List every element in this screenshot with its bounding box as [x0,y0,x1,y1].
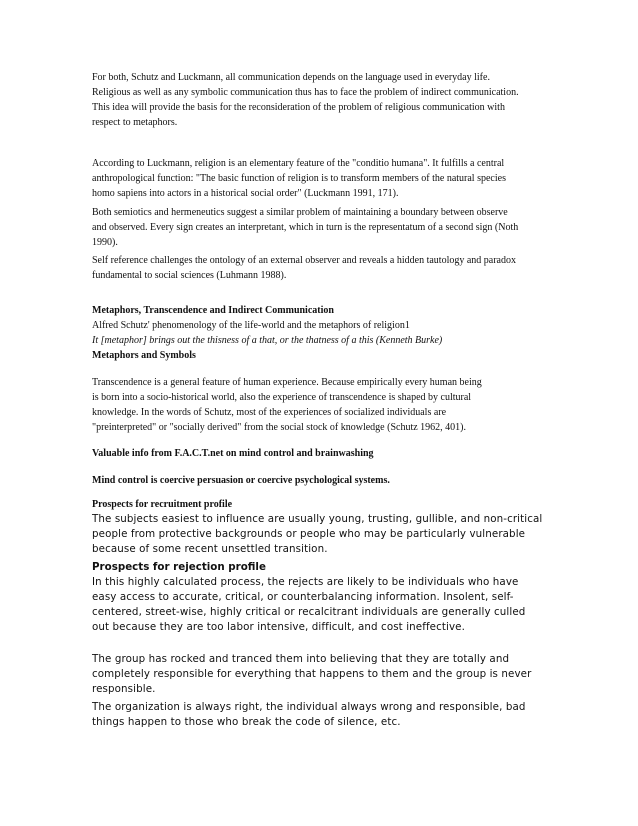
text-line: is born into a socio-historical world, also the experience of transcendence is shaped by cultural [92,392,472,403]
heading-text: Mind control is coercive persuasion or coercive psychological systems. [92,475,390,486]
subsection-heading: Metaphors and Symbols [92,350,196,361]
text-line: In this highly calculated process, the rejects are likely to be individuals who have [92,576,519,588]
text-line: According to Luckmann, religion is an elementary feature of the "conditio humana". It fulfills a central [92,158,505,169]
text-line: Both semiotics and hermeneutics suggest a similar problem of maintaining a boundary between observe [92,207,508,218]
paragraph-organization [92,700,562,730]
fact-heading [92,446,562,461]
text-line: and observed. Every sign creates an interpretant, which in turn is the representatum of a second sign (Noth [92,222,519,233]
text-line: The group has rocked and tranced them into believing that they are totally and [92,653,510,665]
section-quote: It [metaphor] brings out the thisness of a that, or the thatness of a this (Kenneth Burke) [92,335,443,346]
text-line: fundamental to social sciences (Luhmann 1988). [92,270,287,281]
paragraph-semiotics [92,205,562,250]
text-line: Self reference challenges the ontology of an external observer and reveals a hidden tautology and paradox [92,255,516,266]
heading-text: Prospects for recruitment profile [92,499,233,510]
rejection-heading [92,560,562,575]
section-subtitle: Alfred Schutz' phenomenology of the life-world and the metaphors of religion1 [92,320,410,331]
text-line: responsible. [92,683,156,695]
paragraph-group [92,652,562,697]
section-heading: Metaphors, Transcendence and Indirect Communication [92,305,334,316]
paragraph-rejection [92,575,562,635]
heading-text: Valuable info from F.A.C.T.net on mind control and brainwashing [92,448,374,459]
text-line: The organization is always right, the individual always wrong and responsible, bad [92,701,526,713]
text-line: respect to metaphors. [92,117,178,128]
section-metaphors [92,303,562,363]
text-line: things happen to those who break the code of silence, etc. [92,716,401,728]
text-line: completely responsible for everything that happens to them and the group is never [92,668,532,680]
text-line: "preinterpreted" or "socially derived" from the social stock of knowledge (Schutz 1962, 401). [92,422,466,433]
text-line: out because they are too labor intensive, difficult, and cost ineffective. [92,621,465,633]
text-line: For both, Schutz and Luckmann, all communication depends on the language used in everyday life. [92,72,490,83]
text-line: anthropological function: "The basic function of religion is to transform members of the natural species [92,173,506,184]
text-line: homo sapiens into actors in a historical social order" (Luckmann 1991, 171). [92,188,399,199]
text-line: because of some recent unsettled transition. [92,543,328,555]
heading-text: Prospects for rejection profile [92,561,266,573]
paragraph-luckmann [92,156,562,201]
text-line: people from protective backgrounds or people who may be particularly vulnerable [92,528,526,540]
text-line: easy access to accurate, critical, or counterbalancing information. Insolent, self- [92,591,514,603]
text-line: This idea will provide the basis for the reconsideration of the problem of religious communication with [92,102,505,113]
paragraph-self-reference [92,253,562,283]
text-line: Religious as well as any symbolic communication thus has to face the problem of indirect communication. [92,87,519,98]
paragraph-transcendence [92,375,562,435]
text-line: centered, street-wise, highly critical or recalcitrant individuals are generally culled [92,606,526,618]
recruitment-heading [92,497,562,512]
text-line: Transcendence is a general feature of human experience. Because empirically every human being [92,377,482,388]
text-line: The subjects easiest to influence are usually young, trusting, gullible, and non-critical [92,513,543,525]
text-line: knowledge. In the words of Schutz, most of the experiences of socialized individuals are [92,407,447,418]
mind-control-definition [92,473,562,488]
paragraph-recruitment [92,512,562,557]
paragraph-communication [92,70,562,130]
text-line: 1990). [92,237,118,248]
